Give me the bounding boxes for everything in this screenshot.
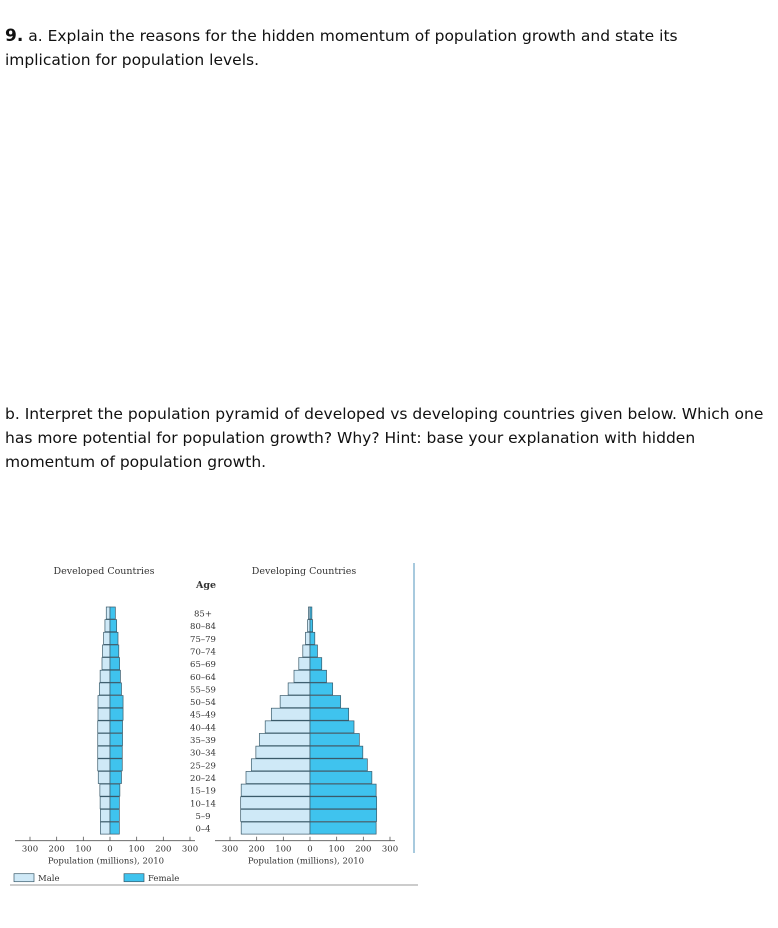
- male-bar: [100, 784, 110, 796]
- male-bar: [98, 771, 110, 783]
- x-axis-label: Population (millions), 2010: [247, 856, 365, 867]
- female-bar: [310, 632, 315, 644]
- age-group-label: 40–44: [190, 723, 216, 734]
- female-bar: [110, 708, 123, 720]
- female-bar: [110, 607, 115, 619]
- female-bar: [310, 683, 333, 695]
- female-bar: [110, 734, 123, 746]
- x-tick-label: 300: [221, 844, 239, 855]
- population-pyramid-figure: [0, 555, 430, 895]
- male-bar: [105, 620, 110, 632]
- female-bar: [310, 809, 377, 821]
- female-bar: [110, 632, 118, 644]
- x-tick-label: 200: [248, 844, 265, 855]
- age-group-label: 30–34: [190, 748, 216, 759]
- male-bar: [100, 670, 110, 682]
- age-group-label: 80–84: [190, 622, 216, 633]
- x-axis-label: Population (millions), 2010: [47, 856, 165, 867]
- female-bar: [310, 822, 376, 834]
- male-bar: [288, 683, 310, 695]
- female-bar: [310, 784, 376, 796]
- male-bar: [271, 708, 310, 720]
- female-bar: [110, 759, 122, 771]
- question-b: [5, 402, 770, 474]
- question-a: [5, 24, 765, 72]
- age-group-label: 10–14: [190, 799, 216, 810]
- x-tick-label: 100: [275, 844, 292, 855]
- panel-title: Developed Countries: [53, 566, 155, 577]
- female-bar: [310, 708, 349, 720]
- x-tick-label: 300: [21, 844, 39, 855]
- male-bar: [259, 734, 310, 746]
- age-group-label: 45–49: [190, 710, 216, 721]
- male-bar: [100, 797, 110, 809]
- male-bar: [305, 632, 310, 644]
- age-group-label: 85+: [194, 609, 212, 620]
- female-bar: [310, 645, 317, 657]
- male-bar: [106, 607, 110, 619]
- male-bar: [98, 708, 110, 720]
- female-bar: [310, 696, 341, 708]
- male-bar: [280, 696, 310, 708]
- female-bar: [310, 607, 312, 619]
- female-bar: [310, 734, 359, 746]
- male-bar: [98, 746, 110, 758]
- male-bar: [104, 632, 110, 644]
- female-bar: [110, 645, 119, 657]
- male-bar: [256, 746, 310, 758]
- female-bar: [110, 822, 119, 834]
- x-tick-label: 200: [155, 844, 172, 855]
- panel-title: Developing Countries: [251, 566, 357, 577]
- age-group-label: 35–39: [190, 736, 216, 746]
- female-bar: [310, 746, 363, 758]
- male-bar: [308, 620, 310, 632]
- female-bar: [110, 721, 123, 733]
- female-bar: [110, 683, 121, 695]
- female-bar: [310, 721, 354, 733]
- female-bar: [110, 670, 120, 682]
- male-bar: [299, 658, 310, 670]
- female-bar: [310, 620, 313, 632]
- age-group-label: 5–9: [195, 811, 211, 822]
- female-bar: [110, 620, 117, 632]
- age-group-label: 25–29: [190, 761, 216, 772]
- male-bar: [294, 670, 310, 682]
- female-bar: [310, 771, 372, 783]
- x-tick-label: 300: [181, 844, 199, 855]
- age-group-label: 60–64: [190, 672, 216, 683]
- female-bar: [310, 658, 322, 670]
- x-tick-label: 200: [48, 844, 65, 855]
- x-tick-label: 0: [307, 844, 313, 855]
- legend-male-label: Male: [38, 874, 60, 885]
- female-bar: [110, 771, 121, 783]
- age-group-label: 65–69: [190, 660, 216, 671]
- female-bar: [110, 784, 120, 796]
- age-group-label: 55–59: [190, 685, 216, 696]
- x-tick-label: 100: [328, 844, 345, 855]
- question-number: 9.: [5, 26, 24, 46]
- male-bar: [98, 696, 110, 708]
- age-group-label: 50–54: [190, 698, 216, 709]
- age-group-label: 15–19: [190, 786, 216, 797]
- male-bar: [303, 645, 310, 657]
- legend-male-swatch: [14, 874, 34, 882]
- age-group-label: 70–74: [190, 647, 216, 658]
- male-bar: [98, 759, 110, 771]
- female-bar: [310, 797, 377, 809]
- female-bar: [110, 746, 122, 758]
- female-bar: [110, 809, 119, 821]
- age-group-label: 0–4: [195, 824, 211, 835]
- male-bar: [265, 721, 310, 733]
- male-bar: [98, 721, 110, 733]
- male-bar: [100, 822, 110, 834]
- male-bar: [103, 645, 110, 657]
- legend-female-swatch: [124, 874, 144, 882]
- legend-female-label: Female: [148, 874, 180, 885]
- male-bar: [246, 771, 310, 783]
- female-bar: [310, 670, 327, 682]
- x-tick-label: 100: [128, 844, 145, 855]
- x-tick-label: 0: [107, 844, 113, 855]
- x-tick-label: 200: [355, 844, 372, 855]
- female-bar: [310, 759, 367, 771]
- male-bar: [100, 809, 110, 821]
- age-axis-label: Age: [195, 580, 217, 591]
- male-bar: [241, 822, 310, 834]
- male-bar: [241, 797, 310, 809]
- male-bar: [102, 658, 110, 670]
- x-tick-label: 300: [381, 844, 399, 855]
- male-bar: [99, 683, 110, 695]
- female-bar: [110, 696, 123, 708]
- question-a-text: a. Explain the reasons for the hidden momentum of population growth and state its implication for population levels.: [5, 27, 678, 69]
- female-bar: [110, 658, 120, 670]
- x-tick-label: 100: [75, 844, 92, 855]
- age-group-label: 75–79: [190, 634, 216, 645]
- male-bar: [251, 759, 310, 771]
- female-bar: [110, 797, 119, 809]
- male-bar: [98, 734, 110, 746]
- male-bar: [241, 809, 310, 821]
- question-b-text: b. Interpret the population pyramid of developed vs developing countries given below. Which one has more potential for population growth? Why? Hint: base your explanation with hidden momentum of population growth.: [5, 405, 764, 471]
- male-bar: [241, 784, 310, 796]
- age-group-label: 20–24: [190, 773, 216, 784]
